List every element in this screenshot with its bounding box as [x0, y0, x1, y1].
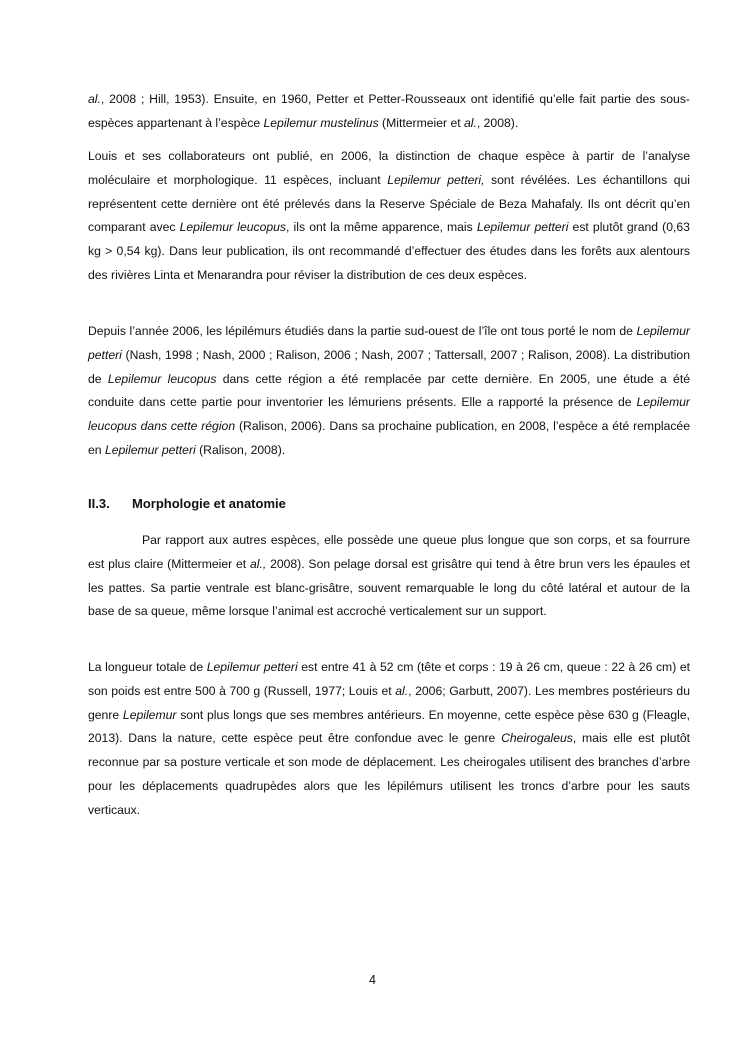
- paragraph-intro-continuation: al., 2008 ; Hill, 1953). Ensuite, en 1960, Petter et Petter-Rousseaux ont identifié qu’elle fait partie des sous-espèces appartenant à l’espèce Lepilemur mustelinus (Mittermeier et al., 2008).: [88, 92, 690, 130]
- paragraph-louis-2006: Louis et ses collaborateurs ont publié, en 2006, la distinction de chaque espèce à partir de l’analyse moléculaire et morphologique. 11 espèces, incluant Lepilemur petteri, sont révélées. Les échantillons qui représentent cette dernière ont été prélevés dans la Reserve Spéciale de Beza Mahafaly. Ils ont décrit qu’en comparant avec Lepilemur leucopus, ils ont la même apparence, mais Lepilemur petteri est plutôt grand (0,63 kg > 0,54 kg). Dans leur publication, ils ont recommandé d’effectuer des études dans les forêts aux alentours des rivières Linta et Menarandra pour réviser la distribution de ces deux espèces.: [88, 149, 690, 282]
- paragraph-measurements: La longueur totale de Lepilemur petteri est entre 41 à 52 cm (tête et corps : 19 à 26 cm, queue : 22 à 26 cm) et son poids est entre 500 à 700 g (Russell, 1977; Louis et al., 2006; Garbutt, 2007). Les membres postérieurs du genre Lepilemur sont plus longs que ses membres antérieurs. En moyenne, cette espèce pèse 630 g (Fleagle, 2013). Dans la nature, cette espèce peut être confondue avec le genre Cheirogaleus, mais elle est plutôt reconnue par sa posture verticale et son mode de déplacement. Les cheirogales utilisent des branches d’arbre pour les déplacements quadrupèdes alors que les lépilémurs utilisent les troncs d’arbre pour les sauts verticaux.: [88, 660, 691, 817]
- section-title: Morphologie et anatomie: [132, 496, 286, 511]
- page-number: 4: [369, 973, 376, 987]
- paragraph-morphology: Par rapport aux autres espèces, elle possède une queue plus longue que son corps, et sa fourrure est plus claire (Mittermeier et al., 2008). Son pelage dorsal est grisâtre qui tend à être brun vers les épaules et les pattes. Sa partie ventrale est blanc-grisâtre, souvent remarquable le long du côté latéral et autour de la base de sa queue, même lorsque l’animal est accroché verticalement sur un support.: [88, 533, 690, 619]
- paragraph-since-2006: Depuis l’année 2006, les lépilémurs étudiés dans la partie sud-ouest de l’île ont tous porté le nom de Lepilemur petteri (Nash, 1998 ; Nash, 2000 ; Ralison, 2006 ; Nash, 2007 ; Tattersall, 2007 ; Ralison, 2008). La distribution de Lepilemur leucopus dans cette région a été remplacée par cette dernière. En 2005, une étude a été conduite dans cette partie pour inventorier les lémuriens présents. Elle a rapporté la présence de Lepilemur leucopus dans cette région (Ralison, 2006). Dans sa prochaine publication, en 2008, l’espèce a été remplacée en Lepilemur petteri (Ralison, 2008).: [88, 324, 690, 457]
- section-number: II.3.: [88, 496, 110, 511]
- section-heading: [88, 496, 286, 511]
